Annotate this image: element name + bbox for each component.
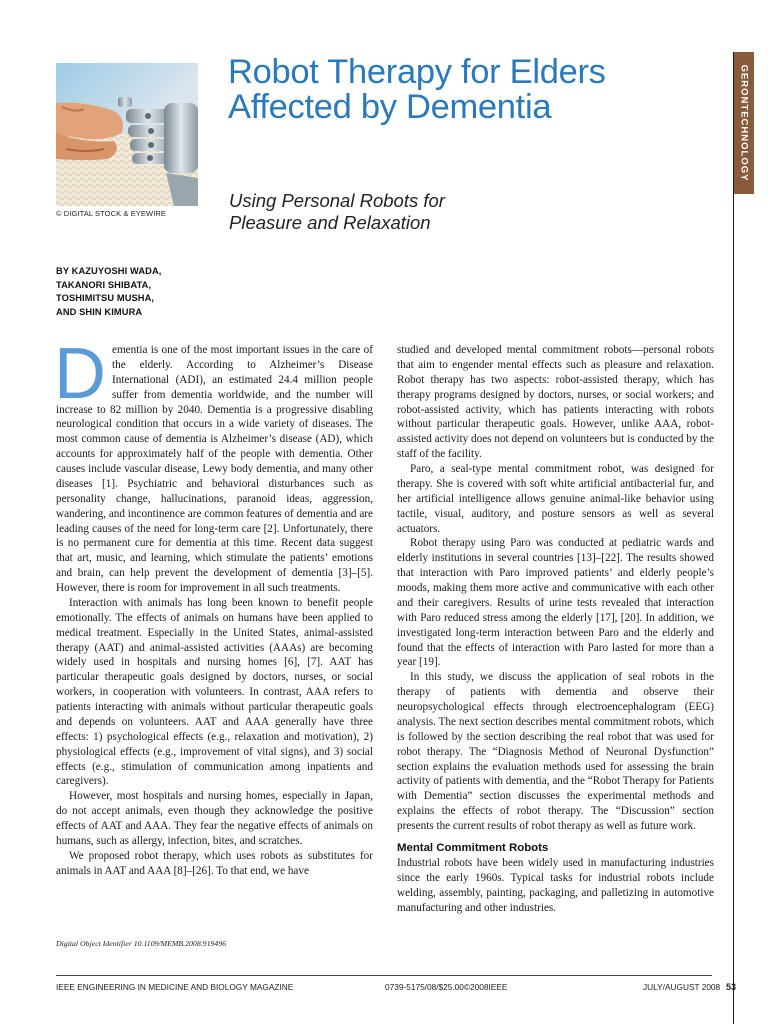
body-paragraph	[54, 334, 373, 596]
body-paragraph: Interaction with animals has long been known to benefit people emotionally. The effects of animals on humans have been applied to medical treatment. Especially in the United States, animal-assisted therapy (AAT) and animal-assisted activities (AAAs) are becoming widely used in hospitals and nursing homes [6], [7]. AAT has particular therapeutic goals designed by doctors, nurses, or social workers, in cooperation with volunteers. In contrast, AAA refers to patients interacting with animals without particular therapeutic goals and depends on volunteers. AAT and AAA generally have three effects: 1) psychological effects (e.g., relaxation and motivation), 2) physiological effects (e.g., improvement of vital signs), and 3) social effects (e.g., stimulation of communication among inpatients and caregivers).	[56, 596, 373, 788]
image-credit: © DIGITAL STOCK & EYEWIRE	[56, 209, 166, 218]
article-title	[228, 55, 668, 125]
footer-issn: 0739-5175/08/$25.00©2008IEEE	[385, 982, 508, 992]
section-tab	[734, 52, 754, 194]
body-paragraph: However, most hospitals and nursing homes, especially in Japan, do not accept animals, even though they acknowledge the positive effects of AAT and AAA. They fear the negative effects of animals on humans, such as allergy, infection, bites, and scratches.	[56, 790, 373, 847]
footer-date: JULY/AUGUST 2008	[643, 982, 721, 992]
drop-cap: D	[54, 334, 106, 414]
body-paragraph: Paro, a seal-type mental commitment robot, was designed for therapy. She is covered with soft white artificial antibacterial fur, and her artificial intelligence allows genuine animal-like behavior using tactile, visual, auditory, and posture sensors as well as several actuators.	[397, 463, 714, 535]
author-line: TAKANORI SHIBATA,	[56, 279, 152, 290]
side-rule	[733, 52, 734, 1024]
author-line: AND SHIN KIMURA	[56, 306, 143, 317]
body-paragraph: In this study, we discuss the application of seal robots in the therapy of patients with dementia and observe their neuropsychological effects through electroencephalogram (EEG) analysis. The next section describes mental commitment robots, which is followed by the section describing the real robot that was used for robot therapy. The “Diagnosis Method of Neuronal Dysfunction” section explains the evaluation methods used for assessing the brain activity of patients with dementia, and the “Robot Therapy for Patients with Dementia” section discusses the experimental methods and explains the effects of robot therapy. The “Discussion” section presents the current results of robot therapy as well as future work.	[397, 671, 715, 832]
paragraph-text: ementia is one of the most important issues in the care of the elderly. According to Alzheimer’s Disease International (ADI), an estimated 24.4 million people suffer from dementia worldwide, and the number will increase to 82 million by 2040. Dementia is a progressive disabling neurological condition that occurs in a wide variety of diseases. The most common cause of dementia is Alzheimer’s disease (AD), which accounts for approximately half of the people with dementia. Other causes include vascular disease, Lewy body dementia, and many other diseases [1]. Psychiatric and behavioral disturbances such as personality change, hallucinations, paranoid ideas, aggression, wandering, and incontinence are common features of dementia and are leading causes of the need for long-term care [2]. Unfortunately, there is no permanent cure for dementia at this time. Recent data suggest that art, music, and learning, which stimulate the patients’ emotions and brain, can help prevent the development of dementia [3]–[5]. However, there is room for improvement in all such treatments.	[56, 344, 373, 594]
subtitle-line: Pleasure and Relaxation	[229, 212, 431, 233]
body-paragraph: We proposed robot therapy, which uses robots as substitutes for animals in AAT and AAA [8]–[26]. To that end, we have	[56, 849, 373, 877]
body-column-right	[397, 343, 714, 915]
title-line: Affected by Dementia	[228, 88, 552, 126]
footer-journal: IEEE ENGINEERING IN MEDICINE AND BIOLOGY MAGAZINE	[56, 982, 294, 992]
doi-note: Digital Object Identifier 10.1109/MEMB.2008.919496	[56, 939, 227, 948]
header-illustration	[56, 63, 198, 206]
author-byline	[56, 265, 161, 319]
article-subtitle	[229, 190, 559, 234]
section-tab-label: GERONTECHNOLOGY	[738, 64, 750, 182]
subtitle-line: Using Personal Robots for	[229, 190, 445, 211]
footer-rule	[56, 975, 712, 976]
body-column-left	[54, 334, 373, 879]
body-paragraph: Robot therapy using Paro was conducted at pediatric wards and elderly institutions in several countries [13]–[22]. The results showed that interaction with Paro improved patients’ and elderly people’s moods, making them more active and communicative with each other and their caregivers. Results of urine tests revealed that interaction with Paro reduced stress among the elderly [17], [20]. In addition, we investigated long-term interaction between Paro and the elderly and found that the effects of interaction with Paro lasted for more than a year [19].	[397, 537, 714, 669]
body-paragraph: Industrial robots have been widely used in manufacturing industries since the early 1960s. Typical tasks for industrial robots include welding, assembly, painting, packaging, and palletizing in automotive manufacturing and other industries.	[397, 856, 714, 914]
page-number: 53	[726, 982, 737, 992]
robot-hand-illustration	[56, 63, 198, 206]
section-heading: Mental Commitment Robots	[397, 841, 549, 854]
body-paragraph: studied and developed mental commitment robots—personal robots that aim to engender mental effects such as pleasure and relaxation. Robot therapy has two aspects: robot-assisted therapy, which has therapy programs designed by doctors, nurses, or social workers; and robot-assisted activity, which has patients interacting with robots without particular therapeutic goals. However, unlike AAA, robot-assisted activity does not depend on volunteers but is conducted by the staff of the facility.	[397, 344, 714, 461]
author-line: TOSHIMITSU MUSHA,	[56, 293, 155, 303]
author-line: BY KAZUYOSHI WADA,	[56, 266, 162, 276]
title-line: Robot Therapy for Elders	[228, 53, 606, 91]
